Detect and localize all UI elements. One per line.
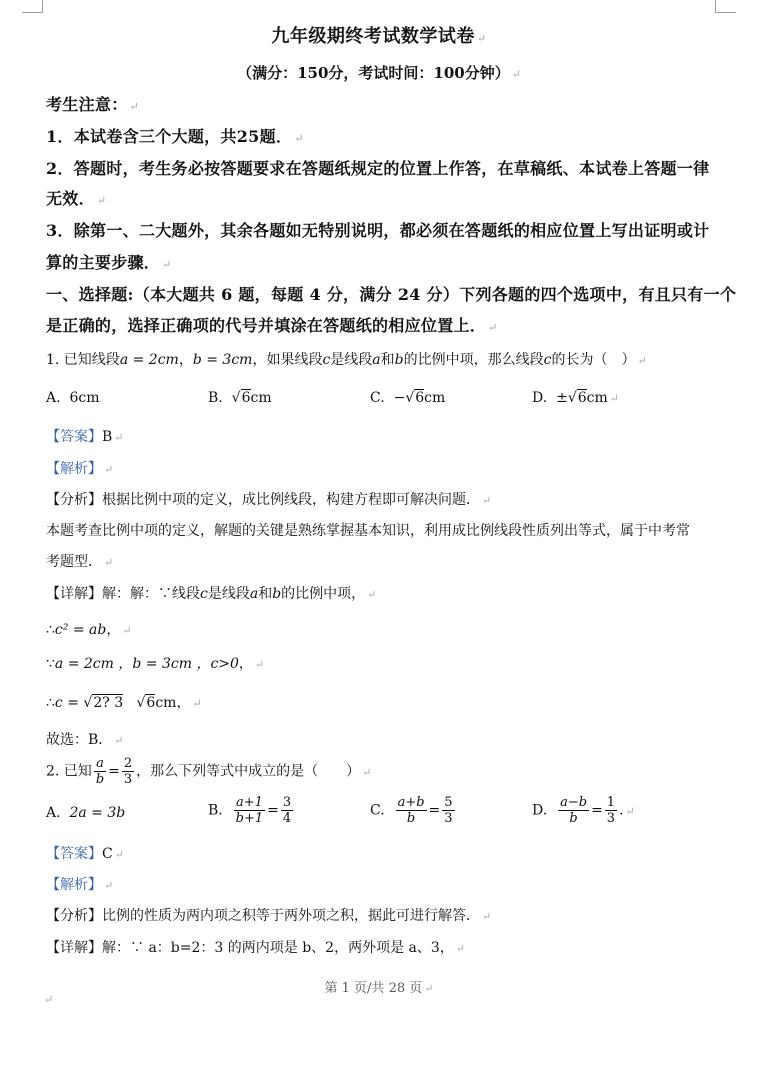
crop-mark-top-right: [715, 0, 736, 13]
page-footer: 第 1 页/共 28 页 ↵: [324, 981, 434, 996]
question-2-stem: 2. 已知 $\frac{a}{b}$ = $\frac{2}{3}$ ，那么下列等式中成立的是（ ） ↵: [46, 756, 372, 787]
question-1-fenxi: 【分析】根据比例中项的定义，成比例线段，构建方程即可解决问题． ↵: [46, 492, 492, 508]
question-2-analysis-heading: 【解析】 ↵: [46, 877, 114, 893]
question-1-step-3: ∴c = √2? 3 √6cm， ↵: [46, 695, 202, 711]
notice-item-3-cont: 算的主要步骤． ↵: [46, 253, 172, 272]
paragraph-mark: ↵: [44, 993, 54, 1006]
question-1-step-2: ∵a = 2cm ，b = 3cm ，c>0， ↵: [46, 656, 265, 672]
question-1-option-a: A. 6cm: [46, 390, 100, 406]
section-1-heading-cont: 是正确的，选择正确项的代号并填涂在答题纸的相应位置上． ↵: [46, 316, 498, 335]
notice-item-2: 2．答题时，考生务必按答题要求在答题纸规定的位置上作答，在草稿纸、本试卷上答题一律: [46, 159, 710, 178]
section-1-heading: 一、选择题:（本大题共 6 题，每题 4 分，满分 24 分）下列各题的四个选项中，有且只有一个: [46, 285, 737, 304]
question-1-explain-cont: 考题型． ↵: [46, 554, 114, 570]
crop-mark-top-left: [22, 0, 43, 13]
question-2-detail: 【详解】解：∵ a：b=2：3 的两内项是 b、2，两外项是 a、3， ↵: [46, 940, 465, 956]
question-2-option-c: C. $\frac{a+b}{b}$ = $\frac{5}{3}$: [370, 795, 453, 826]
question-1-analysis-heading: 【解析】 ↵: [46, 461, 114, 477]
document-subtitle: （满分：150分，考试时间：100分钟） ↵: [237, 64, 521, 82]
notice-item-1: 1．本试卷含三个大题，共25题． ↵: [46, 127, 304, 146]
document-title: 九年级期终考试数学试卷 ↵: [271, 26, 487, 47]
notice-heading: 考生注意： ↵: [46, 95, 140, 114]
question-2-option-d: D. $\frac{a-b}{b}$ = $\frac{1}{3}$ . ↵: [532, 795, 635, 826]
question-1-option-b: B. √6cm: [208, 390, 272, 406]
question-1-choice: 故选：B． ↵: [46, 732, 124, 748]
question-1-option-d: D. ±√6cm ↵: [532, 390, 620, 406]
question-2-answer: 【答案】C ↵: [46, 846, 124, 862]
notice-item-3: 3．除第一、二大题外，其余各题如无特别说明，都必须在答题纸的相应位置上写出证明或计: [46, 221, 710, 240]
question-2-fenxi: 【分析】比例的性质为两内项之积等于两外项之积，据此可进行解答． ↵: [46, 908, 492, 924]
notice-item-2-cont: 无效． ↵: [46, 189, 107, 208]
question-1-step-1: ∴c² = ab， ↵: [46, 622, 132, 638]
question-2-option-a: A. 2a = 3b: [46, 805, 126, 821]
question-1-detail: 【详解】解：解：∵线段c是线段a和b的比例中项， ↵: [46, 586, 377, 602]
question-1-stem: 1. 已知线段a = 2cm，b = 3cm，如果线段c是线段a和b的比例中项，那么线段c的长为（ ） ↵: [46, 352, 647, 368]
question-1-answer: 【答案】B ↵: [46, 429, 124, 445]
question-1-explain: 本题考查比例中项的定义，解题的关键是熟练掌握基本知识，利用成比例线段性质列出等式，属于中考常: [46, 523, 690, 539]
question-1-option-c: C. −√6cm: [370, 390, 446, 406]
question-2-option-b: B. $\frac{a+1}{b+1}$ = $\frac{3}{4}$: [208, 795, 292, 826]
